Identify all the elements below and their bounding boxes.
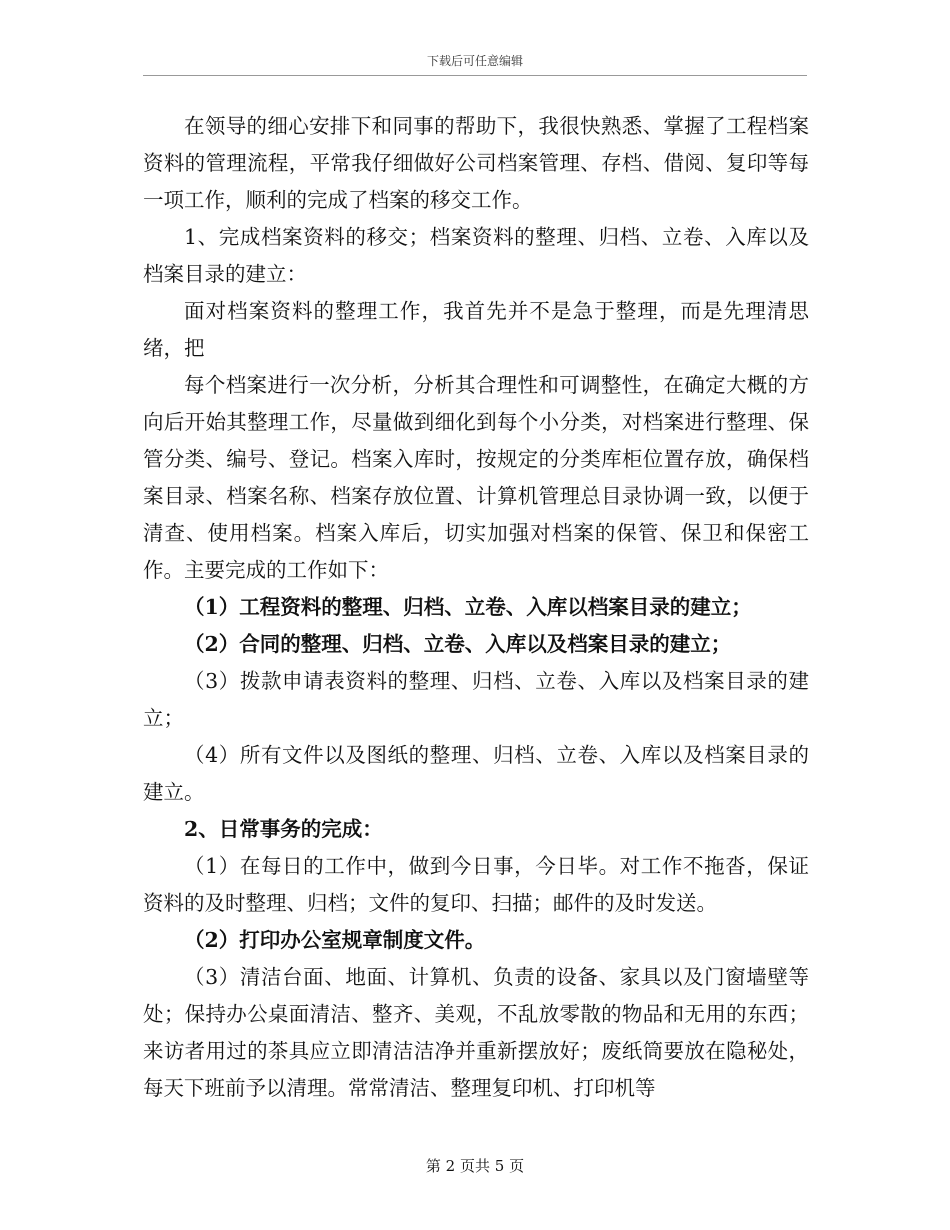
paragraph: （4）所有文件以及图纸的整理、归档、立卷、入库以及档案目录的建立。 — [143, 743, 809, 804]
paragraph: 1、完成档案资料的移交；档案资料的整理、归档、立卷、入库以及档案目录的建立： — [143, 225, 809, 286]
paragraph: （1）工程资料的整理、归档、立卷、入库以档案目录的建立； — [184, 595, 752, 619]
paragraph: 2、日常事务的完成： — [184, 817, 383, 841]
paragraph: （3）拨款申请表资料的整理、归档、立卷、入库以及档案目录的建立； — [143, 669, 809, 730]
paragraph: 面对档案资料的整理工作，我首先并不是急于整理，而是先理清思绪，把 — [143, 299, 809, 360]
page-number: 第 2 页共 5 页 — [425, 1157, 525, 1175]
paragraph: （1）在每日的工作中，做到今日事，今日毕。对工作不拖沓，保证资料的及时整理、归档；文件的复印、扫描；邮件的及时发送。 — [143, 854, 809, 915]
paragraph: （2）合同的整理、归档、立卷、入库以及档案目录的建立； — [184, 632, 732, 656]
page-header: 下载后可任意编辑 — [426, 54, 523, 68]
paragraph: （2）打印办公室规章制度文件。 — [184, 928, 486, 952]
header-divider — [143, 75, 807, 76]
document-body — [143, 108, 809, 1107]
paragraph: （3）清洁台面、地面、计算机、负责的设备、家具以及门窗墙壁等处；保持办公桌面清洁、整齐、美观，不乱放零散的物品和无用的东西；来访者用过的茶具应立即清洁洁净并重新摆放好；废纸筒要放在隐秘处，每天下班前予以清理。常常清洁、整理复印机、打印机等 — [143, 965, 809, 1100]
paragraph: 每个档案进行一次分析，分析其合理性和可调整性，在确定大概的方向后开始其整理工作，尽量做到细化到每个小分类，对档案进行整理、保管分类、编号、登记。档案入库时，按规定的分类库柜位置存放，确保档案目录、档案名称、档案存放位置、计算机管理总目录协调一致，以便于清查、使用档案。档案入库后，切实加强对档案的保管、保卫和保密工作。主要完成的工作如下： — [143, 373, 809, 582]
paragraph: 在领导的细心安排下和同事的帮助下，我很快熟悉、掌握了工程档案资料的管理流程，平常我仔细做好公司档案管理、存档、借阅、复印等每一项工作，顺利的完成了档案的移交工作。 — [143, 114, 809, 212]
